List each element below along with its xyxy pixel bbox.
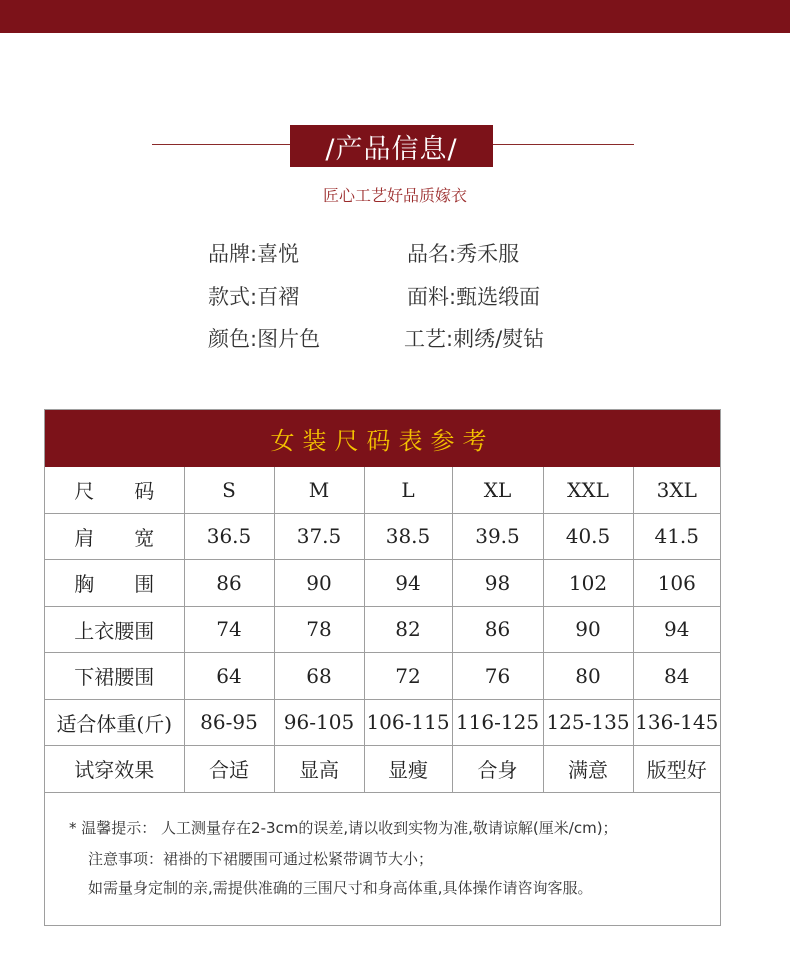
table-cell: XL bbox=[452, 467, 543, 513]
table-cell: 106 bbox=[633, 560, 720, 607]
size-chart bbox=[44, 409, 721, 926]
info-style: 款式:百褶 bbox=[208, 285, 300, 309]
info-craft: 工艺:刺绣/熨钻 bbox=[404, 327, 545, 351]
table-cell: 40.5 bbox=[543, 513, 633, 560]
table-cell: 显高 bbox=[274, 746, 364, 793]
table-cell: 38.5 bbox=[364, 513, 452, 560]
table-cell: 94 bbox=[364, 560, 452, 607]
row-label: 上衣腰围 bbox=[45, 606, 184, 653]
table-cell: 82 bbox=[364, 606, 452, 653]
top-banner bbox=[0, 0, 790, 33]
table-row bbox=[45, 606, 720, 653]
row-label: 胸 围 bbox=[45, 560, 184, 607]
note-tip: * 温馨提示： 人工测量存在2-3cm的误差,请以收到实物为准,敬请谅解(厘米/cm)； bbox=[69, 819, 618, 837]
info-brand: 品牌:喜悦 bbox=[208, 242, 300, 266]
table-row bbox=[45, 699, 720, 746]
info-fabric: 面料:甄选缎面 bbox=[407, 285, 541, 309]
table-cell: 合身 bbox=[452, 746, 543, 793]
table-cell: 106-115 bbox=[364, 699, 452, 746]
table-cell: 39.5 bbox=[452, 513, 543, 560]
table-cell: 116-125 bbox=[452, 699, 543, 746]
table-cell: 86-95 bbox=[184, 699, 274, 746]
table-cell: S bbox=[184, 467, 274, 513]
section-title: /产品信息/ bbox=[290, 125, 493, 167]
title-divider-left bbox=[152, 144, 290, 145]
table-cell: 86 bbox=[452, 606, 543, 653]
table-row bbox=[45, 467, 720, 513]
table-cell: 90 bbox=[274, 560, 364, 607]
note-custom: 如需量身定制的亲,需提供准确的三围尺寸和身高体重,具体操作请咨询客服。 bbox=[88, 879, 593, 897]
table-cell: 86 bbox=[184, 560, 274, 607]
size-chart-title: 女装尺码表参考 bbox=[45, 410, 720, 467]
table-cell: 136-145 bbox=[633, 699, 720, 746]
table-cell: 78 bbox=[274, 606, 364, 653]
info-color: 颜色:图片色 bbox=[208, 327, 321, 351]
note-attention: 注意事项：裙褂的下裙腰围可通过松紧带调节大小； bbox=[88, 850, 434, 868]
table-cell: L bbox=[364, 467, 452, 513]
table-cell: 37.5 bbox=[274, 513, 364, 560]
table-cell: 84 bbox=[633, 653, 720, 700]
table-cell: 74 bbox=[184, 606, 274, 653]
table-row bbox=[45, 653, 720, 700]
table-cell: 68 bbox=[274, 653, 364, 700]
table-cell: 80 bbox=[543, 653, 633, 700]
table-cell: 3XL bbox=[633, 467, 720, 513]
title-divider-right bbox=[493, 144, 634, 145]
row-label: 尺 码 bbox=[45, 467, 184, 513]
table-cell: 41.5 bbox=[633, 513, 720, 560]
table-cell: 72 bbox=[364, 653, 452, 700]
row-label: 下裙腰围 bbox=[45, 653, 184, 700]
row-label: 适合体重(斤) bbox=[45, 699, 184, 746]
row-label: 肩 宽 bbox=[45, 513, 184, 560]
table-cell: 满意 bbox=[543, 746, 633, 793]
table-cell: 94 bbox=[633, 606, 720, 653]
info-name: 品名:秀禾服 bbox=[407, 242, 520, 266]
table-cell: 版型好 bbox=[633, 746, 720, 793]
table-cell: 102 bbox=[543, 560, 633, 607]
row-label: 试穿效果 bbox=[45, 746, 184, 793]
table-cell: 98 bbox=[452, 560, 543, 607]
table-cell: XXL bbox=[543, 467, 633, 513]
table-cell: 合适 bbox=[184, 746, 274, 793]
table-cell: 64 bbox=[184, 653, 274, 700]
table-row bbox=[45, 513, 720, 560]
table-row bbox=[45, 746, 720, 793]
table-cell: 125-135 bbox=[543, 699, 633, 746]
section-subtitle: 匠心工艺好品质嫁衣 bbox=[322, 186, 467, 205]
table-cell: 36.5 bbox=[184, 513, 274, 560]
table-cell: 76 bbox=[452, 653, 543, 700]
table-cell: 96-105 bbox=[274, 699, 364, 746]
table-cell: 显瘦 bbox=[364, 746, 452, 793]
table-row bbox=[45, 560, 720, 607]
size-table bbox=[45, 467, 720, 793]
table-cell: 90 bbox=[543, 606, 633, 653]
table-cell: M bbox=[274, 467, 364, 513]
